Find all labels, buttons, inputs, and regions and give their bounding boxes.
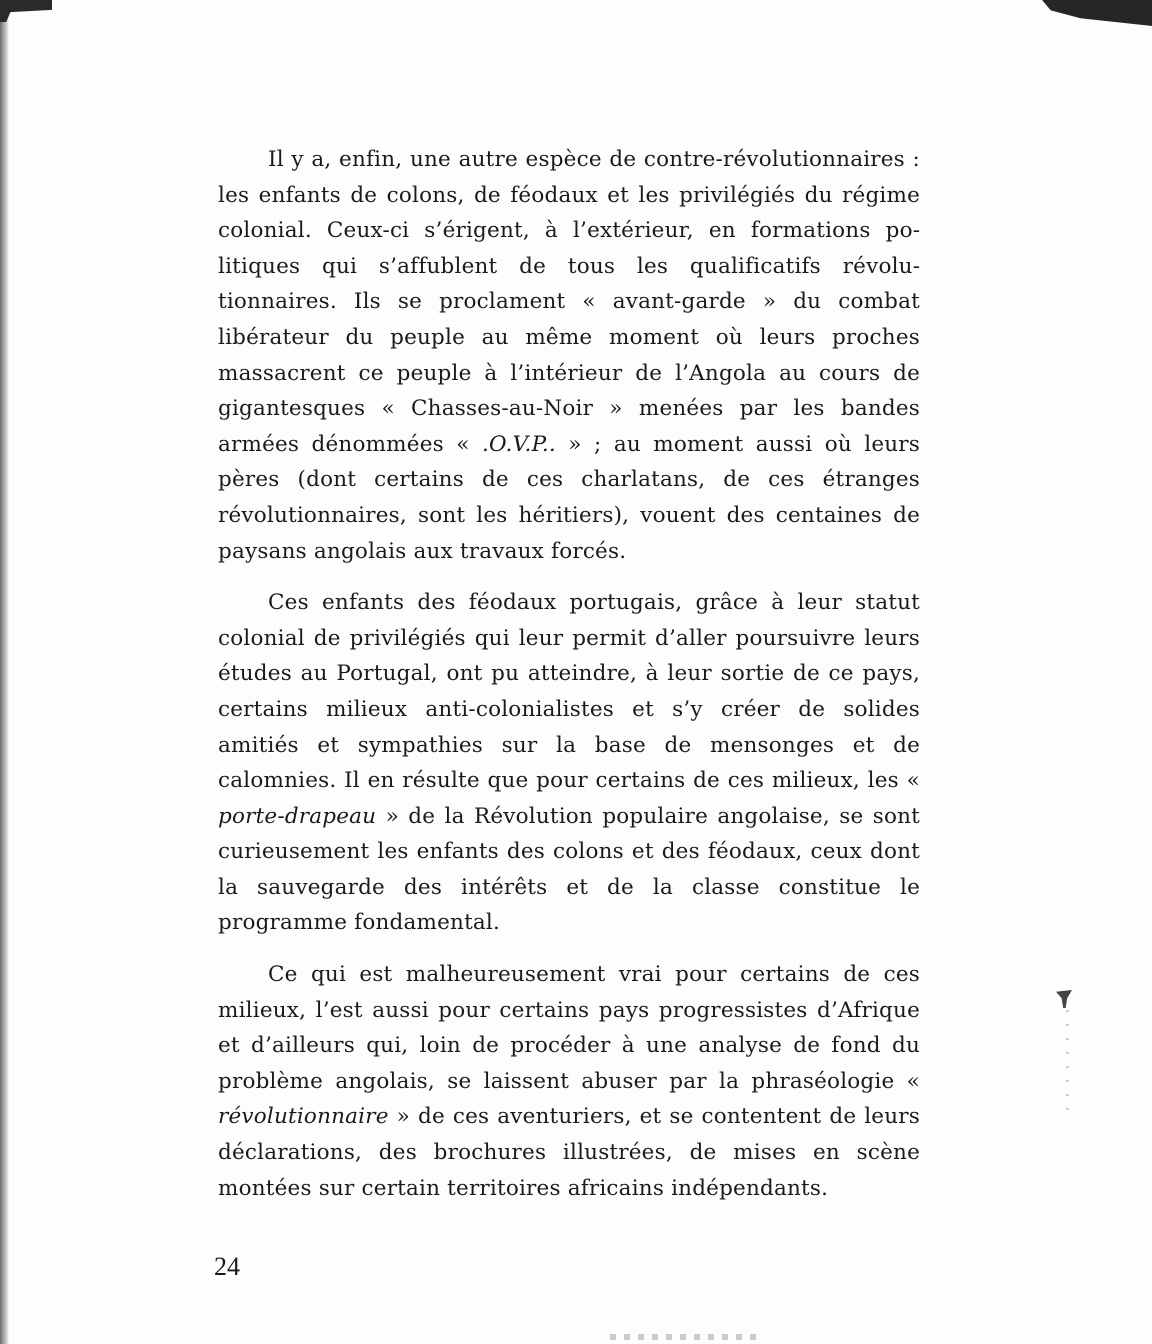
paragraph-1 [218, 142, 920, 569]
scan-ink-mark [1056, 990, 1072, 1008]
paragraph-2-segment-2: porte-drapeau [218, 803, 377, 829]
scan-corner-mark-top-right [1042, 0, 1152, 26]
paragraph-3 [218, 957, 920, 1206]
paragraph-3-segment-2: révolutionnaire [218, 1104, 389, 1130]
paragraph-1-segment-3: » ; au moment aussi où leurs pères (dont certains de ces charlatans, de ces étranges révolutionnaires, sont les héritiers), vouent des centaines de paysans angolais aux travaux forcés. [218, 431, 921, 564]
paragraph-3-segment-1: Ce qui est malheureusement vrai pour certains de ces milieux, l’est aussi pour certains pays progressistes d’Afrique et d’ailleurs qui, loin de procéder à une analyse de fond du problème angolais, se laissent abuser par la phraséologie « [218, 962, 920, 1094]
paragraph-2 [218, 585, 920, 941]
paragraph-1-segment-2: .O.V.P.. [481, 431, 556, 457]
scan-left-edge [0, 0, 9, 1344]
paragraph-2-segment-3: » de la Révolution populaire angolaise, se sont curieusement les enfants des colons et des féodaux, ceux dont la sauvegarde des intérêts et de la classe constitue le programme fondamental. [218, 803, 920, 936]
paragraph-1-segment-1: Il y a, enfin, une autre espèce de contre-révolutionnaires : les enfants de colons, de féodaux et les privilégiés du régime colonial. Ceux-ci s’érigent, à l’extérieur, en formations politiques qui s’affublent de tous les qualificatifs révolutionnaires. Ils se proclament « avant-garde » du combat libérateur du peuple au même moment où leurs proches massacrent ce peuple à l’intérieur de l’Angola au cours de gigantesques « Chasses-au-Noir » menées par les bandes armées dénommées « [218, 147, 920, 457]
scan-bottom-smudge [610, 1334, 760, 1340]
page-body-text [218, 142, 920, 1222]
page-number: 24 [214, 1252, 240, 1281]
paragraph-2-segment-1: Ces enfants des féodaux portugais, grâce à leur statut colonial de privilégiés qui leur permit d’aller poursuivre leurs études au Portugal, ont pu atteindre, à leur sortie de ce pays, certains milieux anti-colonialistes et s’y créer de solides amitiés et sympathies sur la base de mensonges et de calomnies. Il en résulte que pour certains de ces milieux, les « [218, 590, 920, 794]
scan-dust-marks [1066, 1010, 1069, 1110]
paragraph-3-segment-3: » de ces aventuriers, et se contentent de leurs déclarations, des brochures illustrées, de mises en scène montées sur certain territoires africains indépendants. [218, 1104, 920, 1201]
